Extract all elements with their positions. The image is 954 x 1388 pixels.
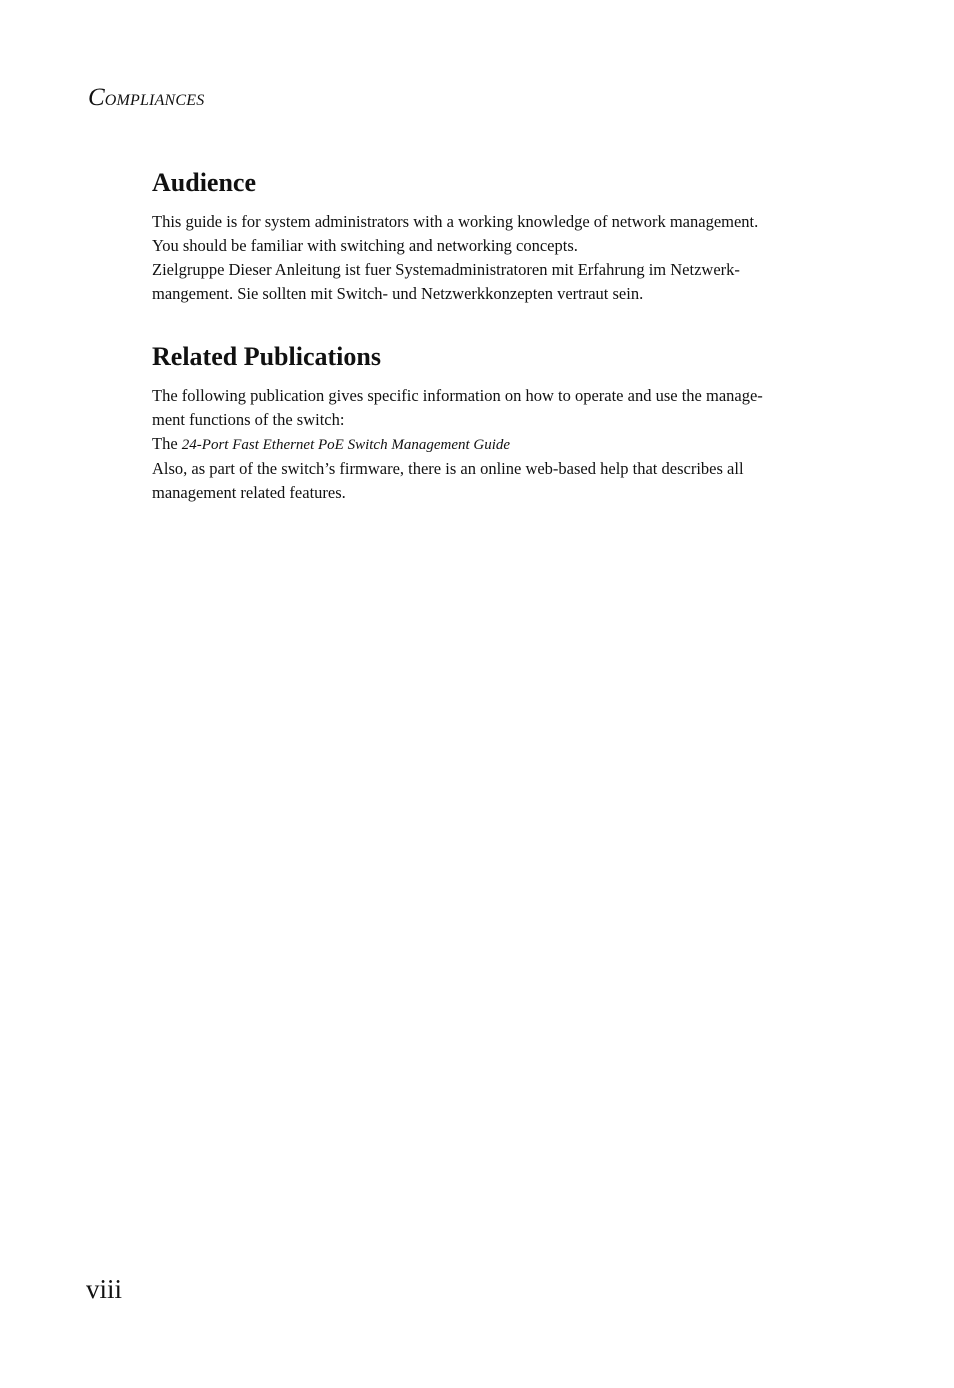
related-line: management related features. xyxy=(152,483,346,502)
section-related-publications xyxy=(152,338,852,505)
running-header-rest: OMPLIANCES xyxy=(104,92,205,109)
audience-line: You should be familiar with switching and networking concepts. xyxy=(152,236,578,255)
related-line: Also, as part of the switch’s firmware, there is an online web-based help that describes all xyxy=(152,459,744,478)
audience-heading: Audience xyxy=(152,168,256,197)
publication-prefix: The xyxy=(152,434,182,453)
audience-line: This guide is for system administrators with a working knowledge of network management. xyxy=(152,212,759,231)
section-audience xyxy=(152,164,852,306)
running-header-initial: C xyxy=(88,84,105,111)
related-publications-heading: Related Publications xyxy=(152,342,381,371)
related-line: The following publication gives specific information on how to operate and use the manage- xyxy=(152,386,763,405)
running-header xyxy=(88,84,204,115)
audience-body xyxy=(152,210,852,306)
publication-title: 24-Port Fast Ethernet PoE Switch Management Guide xyxy=(181,437,511,453)
related-line: ment functions of the switch: xyxy=(152,410,345,429)
page-content xyxy=(152,164,852,505)
page-number: viii xyxy=(86,1274,123,1304)
audience-line: mangement. Sie sollten mit Switch- und Netzwerkkonzepten vertraut sein. xyxy=(152,284,644,303)
related-publications-body xyxy=(152,384,852,505)
audience-line: Zielgruppe Dieser Anleitung ist fuer Systemadministratoren mit Erfahrung im Netzwerk- xyxy=(152,260,740,279)
publication-line xyxy=(152,432,852,457)
